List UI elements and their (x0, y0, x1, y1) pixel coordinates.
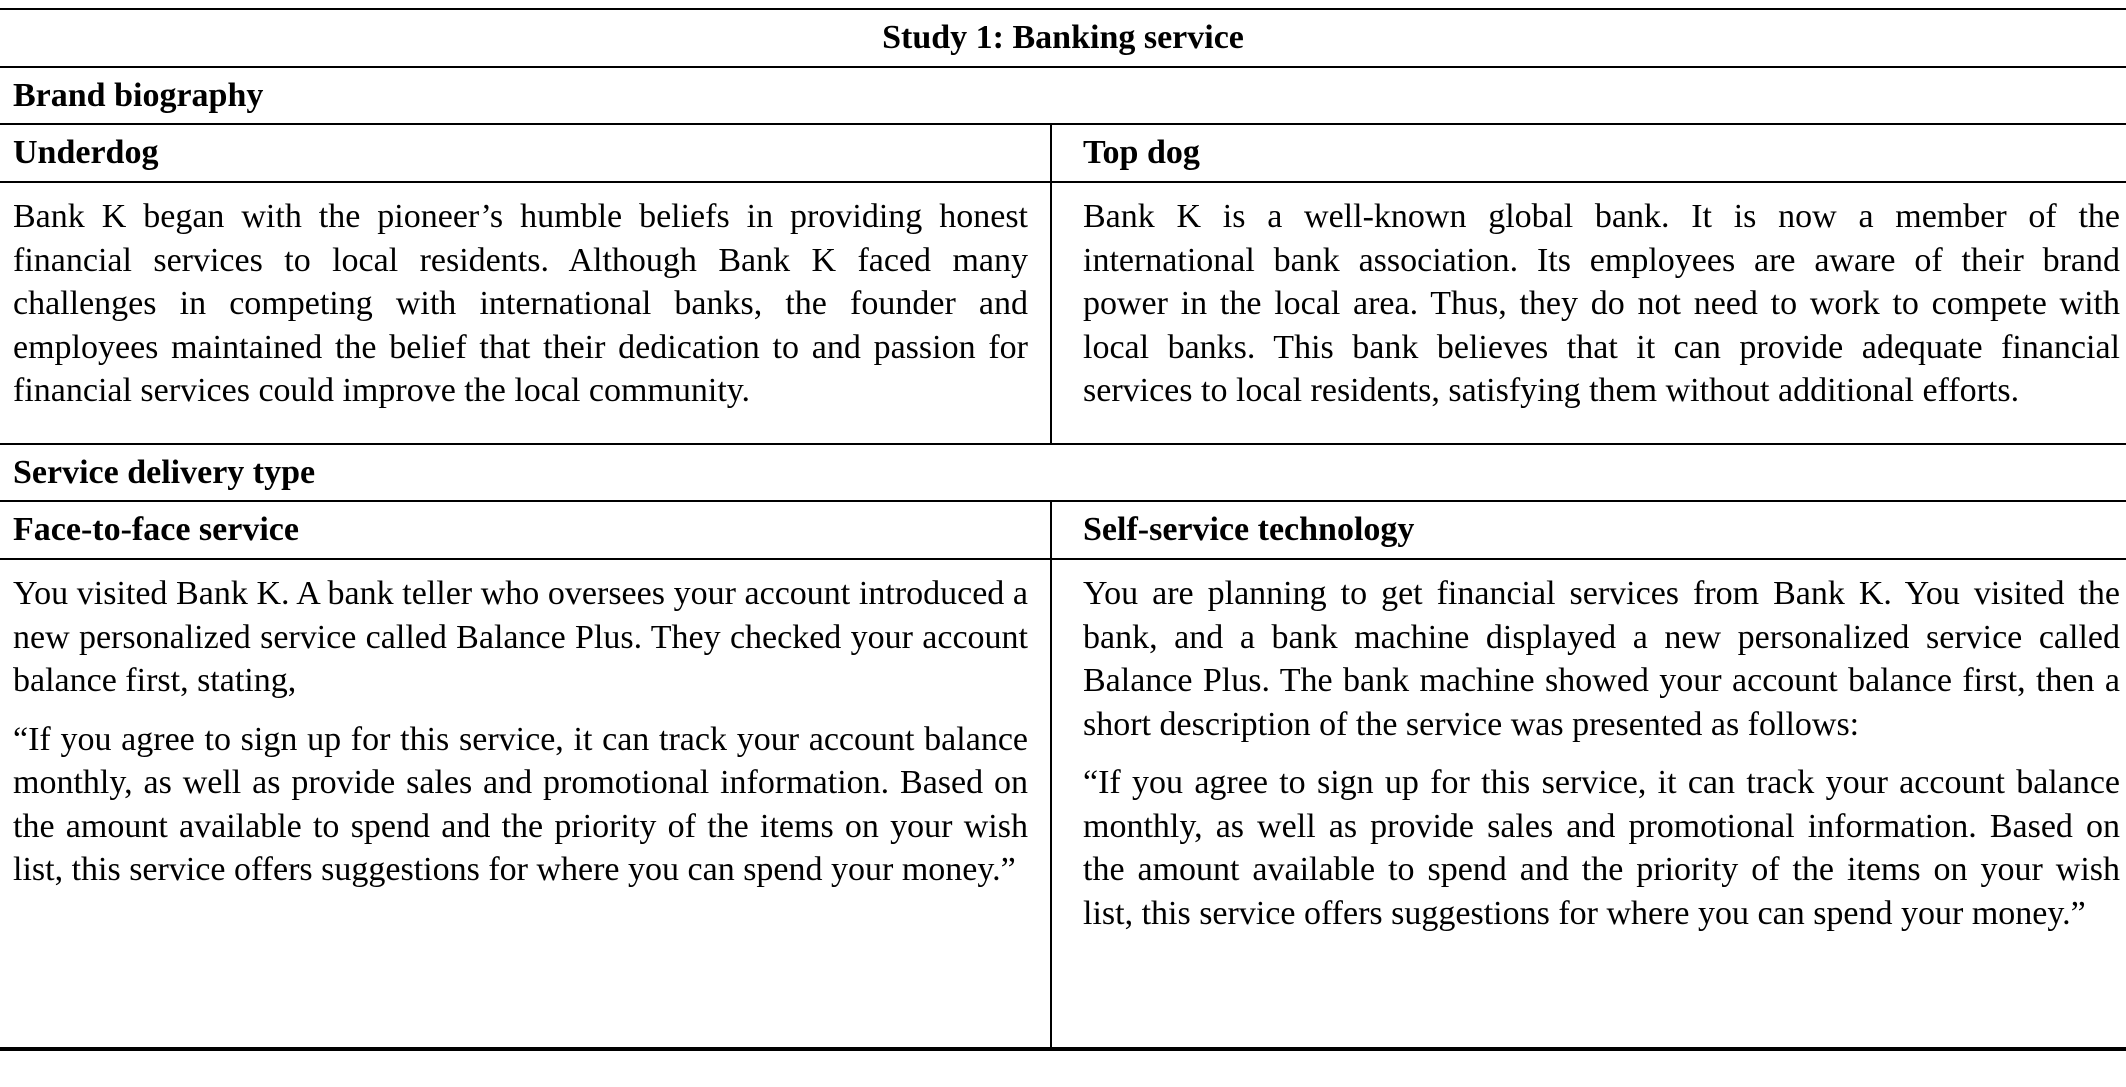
quote-paragraph: “If you agree to sign up for this service, it can track your account balance monthly, as well as provide sales and promotional information. Based on the amount available to spend and the priority of the items on your wish list, this service offers suggestions for where you can spend your money.” (13, 720, 1028, 888)
section-heading-service-delivery-type: Service delivery type (0, 444, 2126, 501)
cell-face-to-face-text (0, 559, 1051, 1049)
column-header-face-to-face: Face-to-face service (0, 501, 1051, 559)
cell-self-service-text (1051, 559, 2126, 1049)
cell-underdog-text (0, 182, 1051, 444)
paragraph: You visited Bank K. A bank teller who oversees your account introduced a new personalized service called Balance Plus. They checked your account balance first, stating, (13, 575, 1028, 699)
section-heading-row (0, 67, 2126, 124)
table-row (0, 559, 2126, 1049)
paragraph: Bank K began with the pioneer’s humble beliefs in providing honest financial services to local residents. Although Bank K faced many challenges in competing with international banks, the founder and employees maintained the belief that their dedication to and passion for financial services could improve the local community. (13, 198, 1028, 409)
table-title: Study 1: Banking service (0, 9, 2126, 67)
paragraph: Bank K is a well-known global bank. It is now a member of the international bank association. Its employees are aware of their brand power in the local area. Thus, they do not need to work to compete with local banks. This bank believes that it can provide adequate financial services to local residents, satisfying them without additional efforts. (1083, 198, 2121, 409)
column-header-row (0, 501, 2126, 559)
table-title-row (0, 9, 2126, 67)
column-header-self-service: Self-service technology (1051, 501, 2126, 559)
cell-top-dog-text (1051, 182, 2126, 444)
section-heading-row (0, 444, 2126, 501)
column-header-top-dog: Top dog (1051, 124, 2126, 182)
column-header-underdog: Underdog (0, 124, 1051, 182)
paragraph: You are planning to get financial services from Bank K. You visited the bank, and a bank machine displayed a new personalized service called Balance Plus. The bank machine showed your account balance first, then a short description of the service was presented as follows: (1083, 575, 2121, 743)
table-row (0, 182, 2126, 444)
quote-paragraph: “If you agree to sign up for this service, it can track your account balance monthly, as well as provide sales and promotional information. Based on the amount available to spend and the priority of the items on your wish list, this service offers suggestions for where you can spend your money.” (1083, 764, 2121, 932)
section-heading-brand-biography: Brand biography (0, 67, 2126, 124)
stimuli-table (0, 8, 2126, 1051)
stimuli-table-container (0, 8, 2126, 1051)
column-header-row (0, 124, 2126, 182)
